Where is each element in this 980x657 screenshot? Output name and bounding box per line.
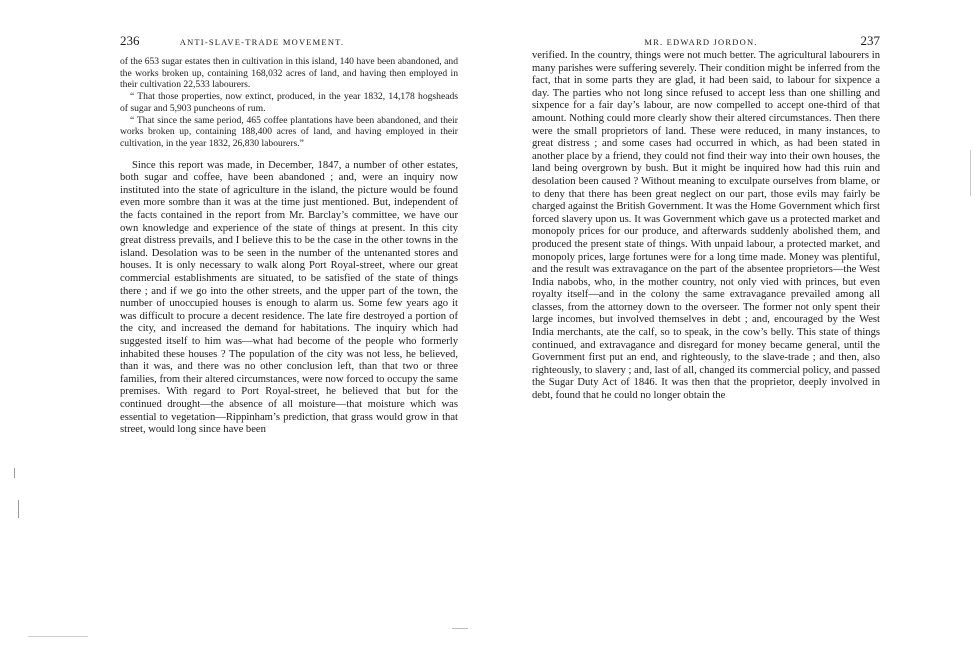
- quote-paragraph: “ That since the same period, 465 coffee plantations have been abandoned, and their works broken up, containing 188,400 acres of land, and having employed in their cultivation, in the year 1832, 26,830 labourers.”: [120, 114, 458, 149]
- left-page-body: [120, 56, 458, 437]
- scan-speck: [28, 636, 88, 637]
- scan-speck: [14, 468, 15, 478]
- right-page-body: [532, 50, 880, 403]
- left-prose: [120, 160, 458, 437]
- quote-paragraph: of the 653 sugar estates then in cultivation in this island, 140 have been abandoned, and the works broken up, containing 168,032 acres of land, and having then employed in their cultivation 22,533 labourers.: [120, 56, 458, 91]
- scan-speck: [18, 500, 19, 518]
- right-page-header: [532, 34, 880, 48]
- paragraph-gap: [120, 150, 458, 160]
- right-running-head: MR. EDWARD JORDON.: [644, 37, 758, 47]
- left-page-number: 236: [120, 33, 140, 48]
- edge-mark: [970, 150, 971, 196]
- right-prose: [532, 50, 880, 403]
- right-page-number: 237: [860, 33, 880, 48]
- quote-paragraph: “ That those properties, now extinct, produced, in the year 1832, 14,178 hogsheads of sugar and 5,903 puncheons of rum.: [120, 91, 458, 114]
- left-page-header: [120, 34, 458, 48]
- right-page: [490, 0, 980, 657]
- body-paragraph: verified. In the country, things were not much better. The agricultural labourers in many parishes were suffering severely. Their condition might be inferred from the fact, that in some parts they are glad, it had been said, to labour for sixpence a day. The parties who not long since refused to accept less than one shilling and sixpence for a fair day’s labour, are now compelled to accept one-third of that amount. Nothing could more clearly show their altered circumstances. Then there were the small proprietors of land. These were reduced, in many instances, to great distress ; and some cases had occurred in which, as had been stated in another place by a friend, they could not find their way into their own houses, the land being overgrown by bush. But it might be inquired how had this ruin and desolation been caused ? Without meaning to exculpate ourselves from blame, or to deny that there has been great neglect on our part, those evils may fairly be charged against the British Government. It was the Home Government which first forced slavery upon us. It was Government which gave us a protected market and monopoly prices for our produce, and afterwards suddenly abolished them, and produced the present state of things. With unpaid labour, a protected market, and monopoly prices, large fortunes were for a long time made. Money was plentiful, and the result was extravagance on the part of the absentee proprietors—the West India nabobs, who, in the mother country, not only vied with princes, but even royalty itself—and in the colony the same extravagance prevailed among all classes, from the attorney down to the overseer. The former not only spent their large incomes, but involved themselves in debt ; and, encouraged by the West India merchants, ate the calf, so to speak, in the cow’s belly. This state of things continued, and extravagance and disregard for money became general, until the Government first put an end, and righteously, to the slave-trade ; and then, also righteously, to slavery ; and, last of all, changed its commercial policy, and passed the Sugar Duty Act of 1846. It was then that the proprietor, deeply involved in debt, found that he could no longer obtain the: [532, 50, 880, 402]
- body-paragraph: Since this report was made, in December, 1847, a number of other estates, both sugar and coffee, have been abandoned ; and, were an inquiry now instituted into the state of agriculture in the island, the picture would be found even more sombre than it was at the time just mentioned. But, independent of the facts contained in the report from Mr. Barclay’s committee, we have our own knowledge and experience of the state of things at present. In this city great distress prevails, and I believe this to be the case in the other towns in the island. Desolation was to be seen in the number of the untenanted stores and houses. It is only necessary to walk along Port Royal-street, where our great commercial establishments are situated, to be satisfied of the state of things there ; and if we go into the other streets, and the upper part of the town, the number of unoccupied houses is enough to alarm us. Some few years ago it was difficult to procure a decent residence. The late fire destroyed a portion of the city, and increased the demand for habitations. The inquiry which had suggested itself to him was—what had become of the people who formerly inhabited these houses ? The population of the city was not less, he believed, than it was, and there was no other conclusion left, than that two or three families, from their altered circumstances, were now forced to occupy the same premises. With regard to Port Royal-street, he believed that but for the continued drought—the absence of all moisture—that moisture which was essential to vegetation—Rippinham’s prediction, that grass would grow in that street, would long since have been: [120, 159, 458, 436]
- gutter-mark: [452, 628, 468, 629]
- report-quote: [120, 56, 458, 150]
- left-running-head: ANTI-SLAVE-TRADE MOVEMENT.: [179, 37, 345, 47]
